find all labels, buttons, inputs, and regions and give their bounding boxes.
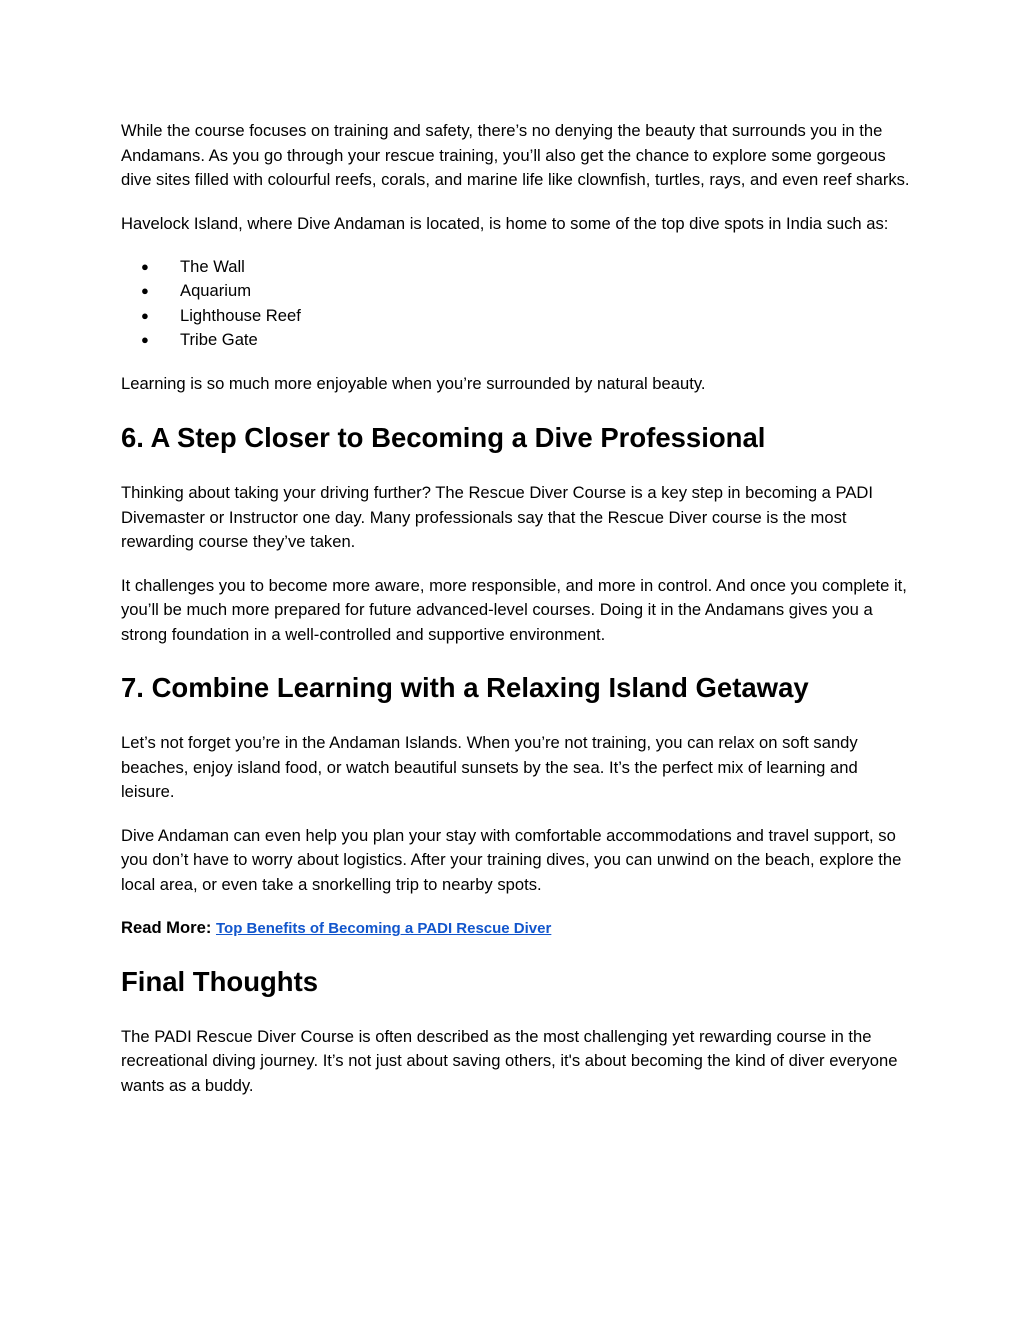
read-more-label: Read More:	[121, 918, 212, 938]
bullet-icon: ●	[141, 283, 149, 299]
bullet-icon: ●	[141, 307, 149, 323]
dive-spot-name: Aquarium	[180, 281, 252, 301]
section-7-paragraph-1: Let’s not forget you’re in the Andaman Islands. When you’re not training, you can relax on soft sandy beaches, enjoy island food, or watch beautiful sunsets by the sea. It’s the perfect mix of learning and leisure.	[121, 733, 858, 802]
bullet-icon: ●	[141, 332, 149, 348]
dive-spot-name: Lighthouse Reef	[180, 305, 301, 325]
section-6-paragraph-2: It challenges you to become more aware, more responsible, and more in control. And once you complete it, you’ll be much more prepared for future advanced-level courses. Doing it in the Andamans gives you a strong foundation in a well-controlled and supportive environment.	[121, 575, 907, 644]
list-item	[121, 279, 911, 303]
intro-paragraph: While the course focuses on training and safety, there’s no denying the beauty that surrounds you in the Andamans. As you go through your rescue training, you’ll also get the chance to explore some gorgeous dive sites filled with colourful reefs, corals, and marine life like clownfish, turtles, rays, and even reef sharks.	[121, 121, 910, 189]
section-7-heading: 7. Combine Learning with a Relaxing Island Getaway	[121, 672, 809, 704]
read-more-line	[121, 916, 911, 942]
dive-spot-name: Tribe Gate	[180, 330, 258, 350]
section-7-paragraph-2: Dive Andaman can even help you plan your stay with comfortable accommodations and travel support, so you don’t have to worry about logistics. After your training dives, you can unwind on the beach, explore the local area, or even take a snorkelling trip to nearby spots.	[121, 825, 902, 894]
section-6-paragraph-1: Thinking about taking your driving further? The Rescue Diver Course is a key step in becoming a PADI Divemaster or Instructor one day. Many professionals say that the Rescue Diver course is the most rewarding course they’ve taken.	[121, 483, 874, 552]
section-6-heading: 6. A Step Closer to Becoming a Dive Professional	[121, 422, 766, 454]
bullet-icon: ●	[141, 259, 149, 274]
final-thoughts-paragraph: The PADI Rescue Diver Course is often described as the most challenging yet rewarding course in the recreational diving journey. It’s not just about saving others, it's about becoming the kind of diver everyone wants as a buddy.	[121, 1026, 898, 1095]
dive-spots-list	[121, 255, 911, 353]
dive-spot-name: The Wall	[180, 257, 245, 276]
read-more-link[interactable]: Top Benefits of Becoming a PADI Rescue Diver	[215, 920, 552, 938]
dive-spots-intro-paragraph: Havelock Island, where Dive Andaman is located, is home to some of the top dive spots in India such as:	[121, 213, 889, 233]
document-page	[121, 119, 911, 1098]
list-item	[121, 328, 911, 352]
list-item	[121, 255, 911, 279]
natural-beauty-paragraph: Learning is so much more enjoyable when you’re surrounded by natural beauty.	[121, 373, 706, 393]
final-thoughts-heading: Final Thoughts	[121, 965, 319, 997]
list-item	[121, 304, 911, 328]
